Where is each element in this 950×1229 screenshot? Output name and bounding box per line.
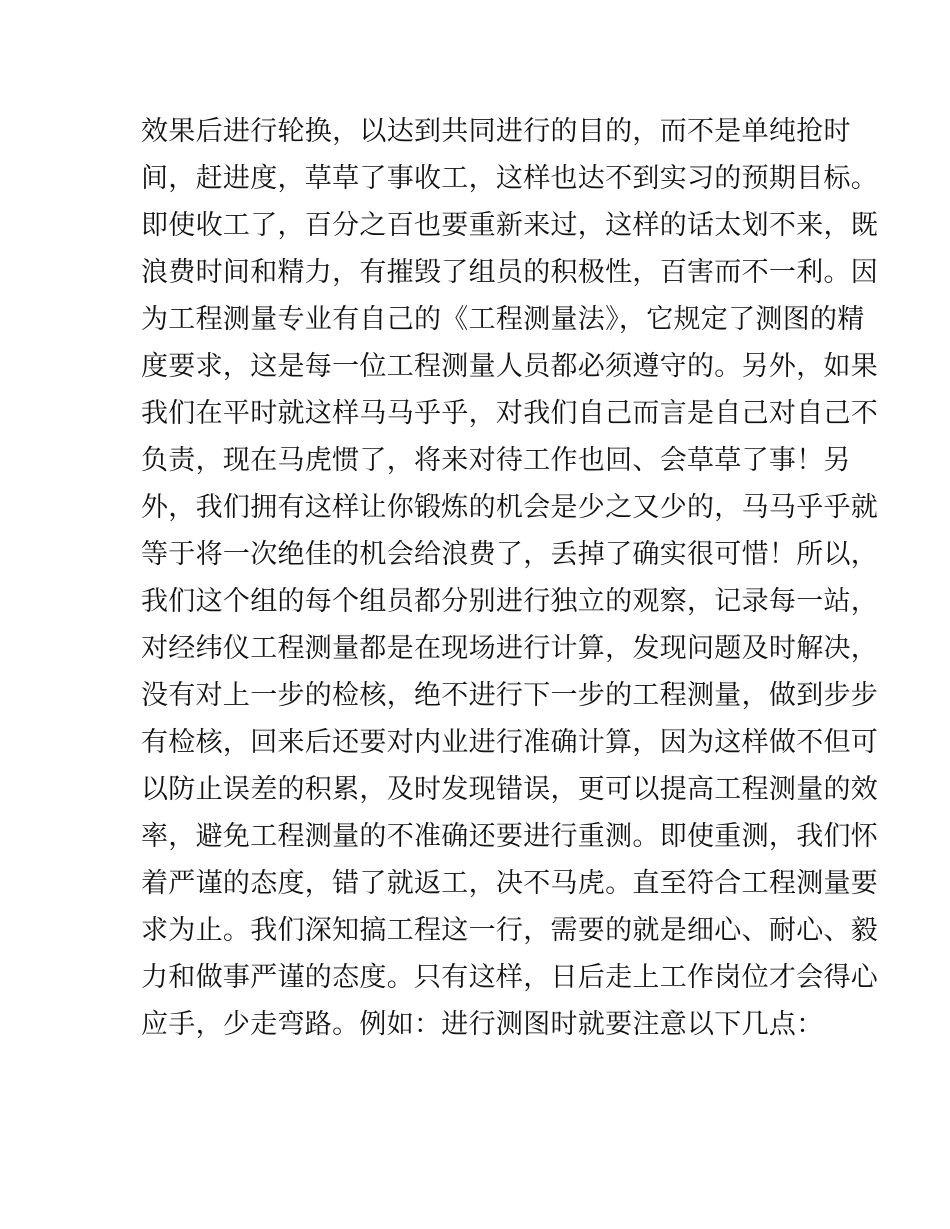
text-line: 我们这个组的每个组员都分别进行独立的观察，记录每一站， bbox=[141, 586, 879, 617]
text-line: 效果后进行轮换，以达到共同进行的目的，而不是单纯抢时 bbox=[141, 116, 851, 147]
text-line: 我们在平时就这样马马乎乎，对我们自己而言是自己对自己不 bbox=[141, 398, 879, 429]
text-line: 外，我们拥有这样让你锻炼的机会是少之又少的，马马乎乎就 bbox=[141, 492, 879, 523]
text-line: 应手，少走弯路。例如：进行测图时就要注意以下几点： bbox=[141, 1009, 824, 1040]
text-line: 率，避免工程测量的不准确还要进行重测。即使重测，我们怀 bbox=[141, 821, 879, 852]
text-line: 为工程测量专业有自己的《工程测量法》，它规定了测图的精 bbox=[141, 304, 865, 335]
text-line: 即使收工了，百分之百也要重新来过，这样的话太划不来，既 bbox=[141, 210, 879, 241]
text-line: 间，赶进度，草草了事收工，这样也达不到实习的预期目标。 bbox=[141, 163, 879, 194]
text-line: 力和做事严谨的态度。只有这样，日后走上工作岗位才会得心 bbox=[141, 962, 879, 993]
text-line: 负责，现在马虎惯了，将来对待工作也回、会草草了事！另 bbox=[141, 445, 851, 476]
body-text bbox=[141, 108, 879, 1048]
text-line: 有检核，回来后还要对内业进行准确计算，因为这样做不但可 bbox=[141, 727, 879, 758]
text-line: 度要求，这是每一位工程测量人员都必须遵守的。另外，如果 bbox=[141, 351, 879, 382]
text-line: 对经纬仪工程测量都是在现场进行计算，发现问题及时解决， bbox=[141, 633, 879, 664]
text-line: 以防止误差的积累，及时发现错误，更可以提高工程测量的效 bbox=[141, 774, 879, 805]
text-line: 求为止。我们深知搞工程这一行，需要的就是细心、耐心、毅 bbox=[141, 915, 879, 946]
text-line: 没有对上一步的检核，绝不进行下一步的工程测量，做到步步 bbox=[141, 680, 879, 711]
text-line: 等于将一次绝佳的机会给浪费了，丢掉了确实很可惜！所以， bbox=[141, 539, 879, 570]
text-line: 浪费时间和精力，有摧毁了组员的积极性，百害而不一利。因 bbox=[141, 257, 879, 288]
text-line: 着严谨的态度，错了就返工，决不马虎。直至符合工程测量要 bbox=[141, 868, 879, 899]
